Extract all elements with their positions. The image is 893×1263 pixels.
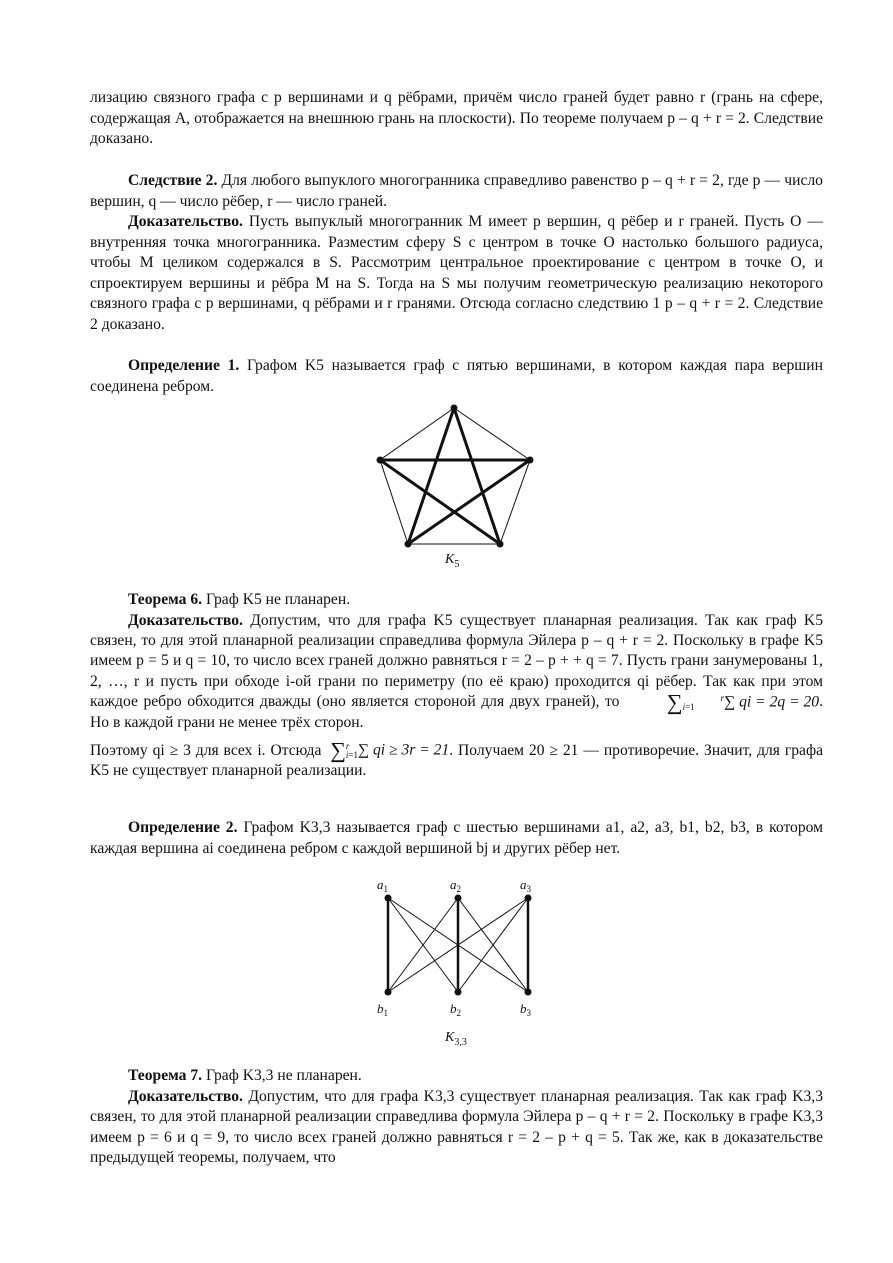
k33-vertex-a3 bbox=[525, 895, 532, 902]
k33-label-a2: $a_2$ bbox=[450, 877, 461, 894]
k33-caption-sub: 3,3 bbox=[454, 1036, 467, 1048]
k5-edge bbox=[380, 460, 500, 544]
theorem-6-text: Граф K5 не планарен. bbox=[205, 591, 351, 608]
k5-vertex bbox=[451, 405, 458, 412]
theorem-7-text: Граф K3,3 не планарен. bbox=[205, 1067, 362, 1084]
corollary-2-statement bbox=[90, 171, 823, 212]
corollary-2-proof-label: Доказательство. bbox=[128, 213, 243, 230]
k33-vertex-a2 bbox=[455, 895, 462, 902]
k5-vertex bbox=[527, 457, 534, 464]
theorem-6-heading: Теорема 6. bbox=[128, 591, 203, 608]
definition-1-heading: Определение 1. bbox=[128, 357, 240, 374]
definition-2-heading: Определение 2. bbox=[128, 819, 238, 836]
theorem-7-statement bbox=[90, 1066, 823, 1087]
k33-vertex-b1 bbox=[385, 989, 392, 996]
k33-label-a1: $a_1$ bbox=[377, 877, 388, 894]
theorem-6-line4: . Получаем 20 ≥ 21 — противоречие. Значит, для графа K5 не существует планарной реализации. bbox=[90, 741, 824, 780]
theorem-6-cont bbox=[90, 737, 824, 782]
k33-label-b3: $b_3$ bbox=[520, 1001, 531, 1018]
theorem-7-heading: Теорема 7. bbox=[128, 1067, 203, 1084]
k33-caption bbox=[445, 1030, 467, 1046]
k33-label-a3: $a_3$ bbox=[520, 877, 531, 894]
k5-edge bbox=[380, 408, 454, 460]
theorem-6-proof-label: Доказательство. bbox=[128, 611, 243, 629]
k5-edge bbox=[380, 460, 408, 544]
corollary-2-proof-text: Пусть выпуклый многогранник M имеет p вершин, q рёбер и r граней. Пусть O — внутренняя точка многогранника. Разместим сферу S с центром в точке O настолько большого радиуса, чтобы M целиком содержался в S. Рассмотрим центральное проектирование с центром в точке O, и спроектируем вершины и рёбра M на S. Тогда на S мы получим геометрическую реализацию некоторого связного графа с p вершинами, q рёбрами и r гранями. Отсюда согласно следствию 1 p – q + r = 2. Следствие 2 доказано. bbox=[90, 213, 823, 333]
sigma-glyph: ∑ bbox=[330, 737, 346, 763]
theorem-6 bbox=[90, 590, 823, 782]
theorem-6-line3: Поэтому qi ≥ 3 для всех i. Отсюда bbox=[90, 741, 322, 759]
corollary-2 bbox=[90, 171, 823, 335]
k33-label-b1: $b_1$ bbox=[377, 1001, 388, 1018]
k5-vertex bbox=[377, 457, 384, 464]
sigma-glyph: ∑ bbox=[666, 689, 683, 715]
k33-vertex-b3 bbox=[525, 989, 532, 996]
theorem-7-proof bbox=[90, 1087, 823, 1169]
definition-1-text: Графом K5 называется граф с пятью вершинами, в котором каждая пара вершин соединена ребром. bbox=[90, 357, 823, 395]
k33-label-b2: $b_2$ bbox=[450, 1001, 461, 1018]
k5-edge bbox=[454, 408, 530, 460]
intro-paragraph bbox=[90, 88, 823, 150]
definition-1-paragraph bbox=[90, 356, 823, 397]
theorem-7 bbox=[90, 1066, 823, 1169]
sum-formula-1-text: ∑ qi = 2q = 20 bbox=[724, 693, 820, 711]
k5-vertices bbox=[377, 405, 534, 548]
definition-2 bbox=[90, 818, 823, 859]
theorem-6-proof-text: Допустим, что для графа K5 существует планарная реализация. Так как граф K5 связен, то для этой планарной реализации справедлива формула Эйлера p – q + r = 2. Поскольку в графе K5 имеем p = 5 и q = 10, то число всех граней должно равняться r = 2 – p + + q = 7. Пусть грани занумерованы 1, 2, …, r и пусть при обходе i-ой грани по периметру (по её краю) проходится qi рёбер. Так как при этом каждое ребро обходится дважды (оно является стороной для двух граней), то bbox=[90, 611, 823, 711]
theorem-6-statement bbox=[90, 590, 823, 611]
k5-caption-sub: 5 bbox=[454, 558, 460, 570]
k33-caption-letter: K bbox=[445, 1030, 455, 1045]
definition-2-paragraph bbox=[90, 818, 823, 859]
sum-formula-2 bbox=[326, 737, 450, 763]
k33-vertex-a1 bbox=[385, 895, 392, 902]
corollary-2-text: Для любого выпуклого многогранника справедливо равенство p – q + r = 2, где p — число вершин, q — число рёбер, r — число граней. bbox=[90, 172, 823, 210]
corollary-2-heading: Следствие 2. bbox=[128, 172, 218, 189]
theorem-7-proof-text: Допустим, что для графа K3,3 существует планарная реализация. Так как граф K3,3 связен, то для этой планарной реализации справедлива формула Эйлера p – q + r = 2. Поскольку в графе K3,3 имеем p = 6 и q = 9, то число всех граней должно равняться r = 2 – p + q = 5. Так же, как в доказательстве предыдущей теоремы, получаем, что bbox=[90, 1087, 823, 1166]
sigma-limits: r i=1 bbox=[682, 692, 725, 712]
theorem-6-line2: . Но в каждой грани не менее трёх сторон. bbox=[90, 693, 823, 731]
k5-vertex bbox=[497, 541, 504, 548]
theorem-6-proof bbox=[90, 611, 823, 733]
sum-formula-2-text: ∑ qi ≥ 3r = 21 bbox=[357, 741, 450, 759]
corollary-2-proof bbox=[90, 212, 823, 335]
k5-vertex bbox=[405, 541, 412, 548]
intro-text: лизацию связного графа с p вершинами и q рёбрами, причём число граней будет равно r (грань на сфере, содержащая A, отображается на внешнюю грань на плоскости). По теореме получаем p – q + r = 2. Следствие доказано. bbox=[90, 89, 823, 147]
k5-edge bbox=[454, 408, 500, 544]
k5-caption-letter: K bbox=[445, 552, 455, 567]
sigma-limits: r i=1 bbox=[345, 741, 358, 761]
k5-graph-figure bbox=[370, 398, 540, 558]
k5-edge bbox=[408, 460, 530, 544]
k5-edge bbox=[408, 408, 454, 544]
theorem-7-proof-label: Доказательство. bbox=[128, 1087, 243, 1105]
k5-edge bbox=[500, 460, 530, 544]
k33-graph-figure bbox=[370, 872, 545, 1022]
sum-formula-1 bbox=[625, 689, 820, 715]
k33-vertex-b2 bbox=[455, 989, 462, 996]
definition-1 bbox=[90, 356, 823, 397]
k5-caption bbox=[445, 552, 459, 568]
definition-2-text: Графом K3,3 называется граф с шестью вершинами a1, a2, a3, b1, b2, b3, в котором каждая вершина ai соединена ребром с каждой вершиной bj и других рёбер нет. bbox=[90, 819, 824, 857]
